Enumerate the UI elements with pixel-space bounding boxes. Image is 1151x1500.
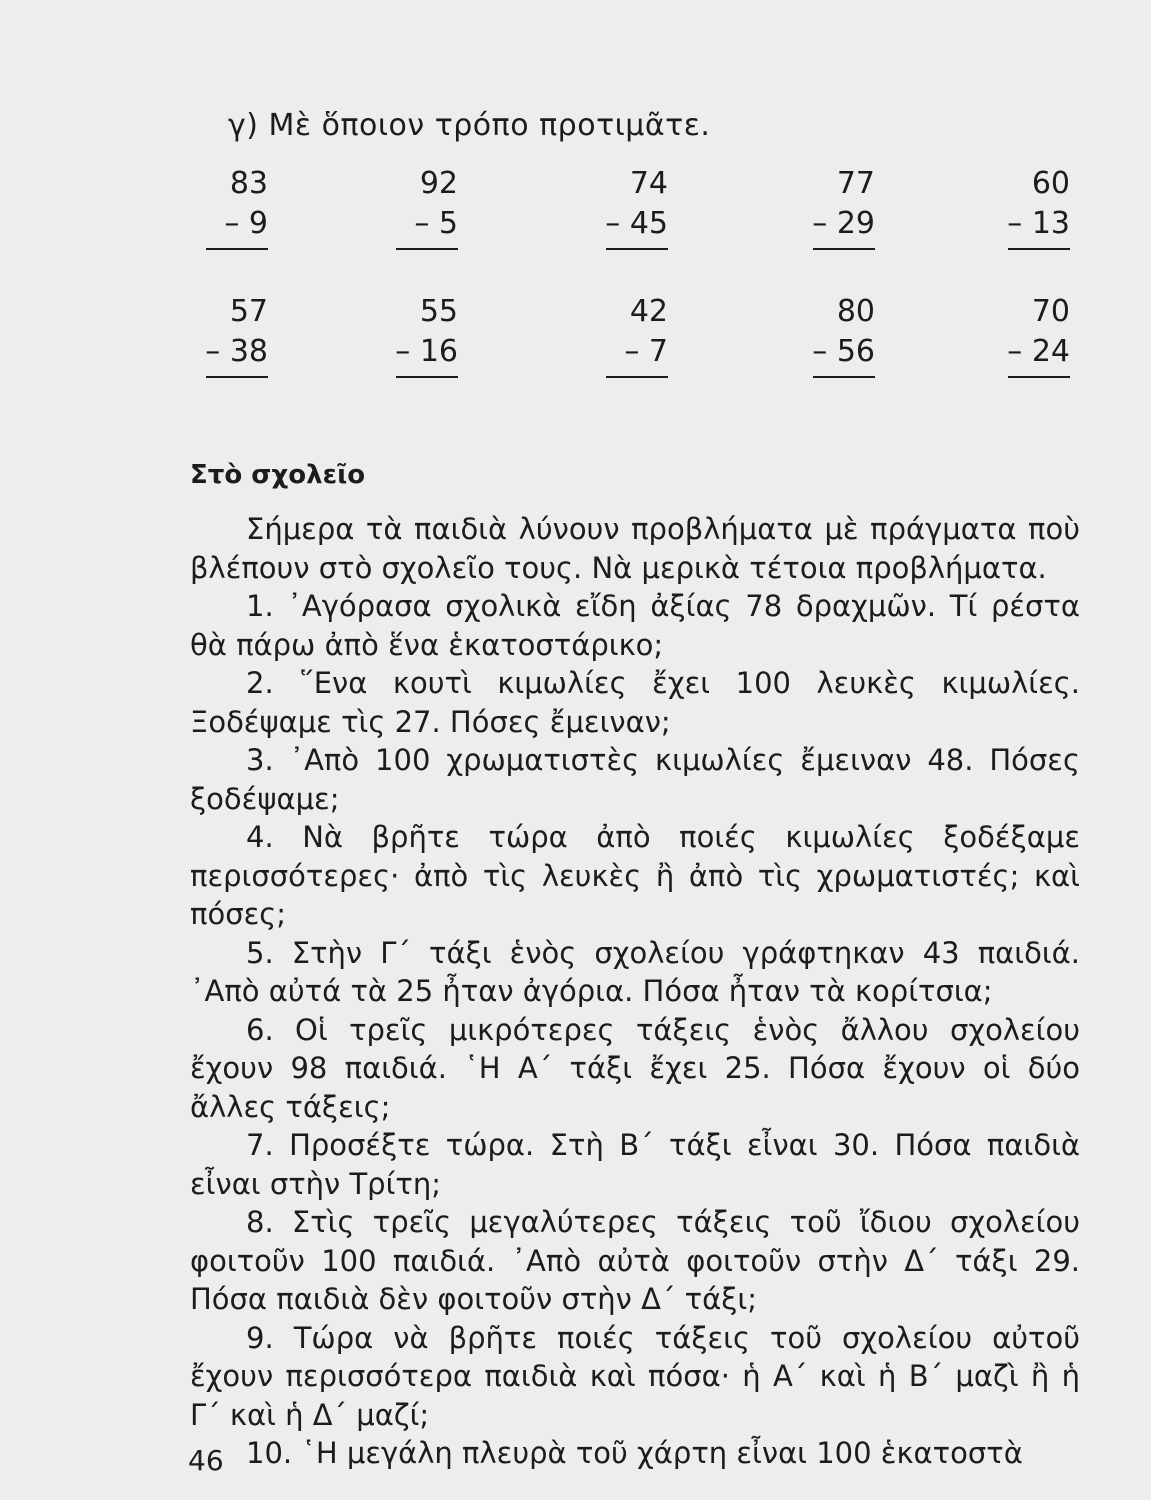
subtraction-problem (795, 164, 875, 244)
subtrahend-value: 16 (419, 334, 458, 369)
subtraction-problem (990, 164, 1070, 244)
result-rule (1008, 376, 1070, 378)
subtraction-problem (990, 292, 1070, 372)
problem-6: 6. Οἱ τρεῖς μικρότερες τάξεις ἑνὸς ἄλλου σχολείου ἔχουν 98 παιδιά. ῾Η Α΄ τάξι ἔχει 25. Πόσα ἔχουν οἱ δύο ἄλλες τάξεις; (190, 1012, 1080, 1124)
exercise-intro: γ) Μὲ ὅποιον τρόπο προτιμᾶτε. (228, 108, 711, 143)
subtrahend-value: 56 (836, 334, 875, 369)
subtrahend (378, 332, 458, 372)
minus-sign: – (1007, 334, 1032, 369)
minuend: 74 (629, 166, 668, 201)
section-intro: Σήμερα τὰ παιδιὰ λύνουν προβλήματα μὲ πράγματα ποὺ βλέπουν στὸ σχολεῖο τους. Νὰ μερικὰ τέτοια προβλήματα. (190, 512, 1080, 585)
subtraction-row-2 (188, 292, 1070, 392)
subtrahend-value: 29 (836, 206, 875, 241)
result-rule (206, 376, 268, 378)
minus-sign: – (605, 206, 630, 241)
subtraction-problem (188, 164, 268, 244)
minus-sign: – (812, 334, 837, 369)
subtrahend (188, 204, 268, 244)
minuend: 92 (419, 166, 458, 201)
minus-sign: – (812, 206, 837, 241)
minuend: 80 (836, 294, 875, 329)
section-title: Στὸ σχολεῖο (190, 460, 366, 490)
result-rule (206, 248, 268, 250)
subtrahend (588, 204, 668, 244)
subtrahend-value: 24 (1031, 334, 1070, 369)
subtrahend-value: 13 (1031, 206, 1070, 241)
result-rule (1008, 248, 1070, 250)
problem-5: 5. Στὴν Γ΄ τάξι ἑνὸς σχολείου γράφτηκαν 43 παιδιά. ᾿Απὸ αὐτά τὰ 25 ἦταν ἀγόρια. Πόσα ἦταν τὰ κορίτσια; (190, 935, 1080, 1008)
result-rule (396, 376, 458, 378)
problem-8: 8. Στὶς τρεῖς μεγαλύτερες τάξεις τοῦ ἴδιου σχολείου φοιτοῦν 100 παιδιά. ᾿Απὸ αὐτὰ φοιτοῦν στὴν Δ΄ τάξι 29. Πόσα παιδιὰ δὲν φοιτοῦν στὴν Δ΄ τάξι; (190, 1205, 1080, 1316)
problem-2: 2. ῞Ενα κουτὶ κιμωλίες ἔχει 100 λευκὲς κιμωλίες. Ξοδέψαμε τὶς 27. Πόσες ἔμειναν; (190, 666, 1080, 739)
subtraction-problem (588, 292, 668, 372)
subtraction-problem (378, 164, 458, 244)
subtraction-problem (588, 164, 668, 244)
minus-sign: – (224, 206, 249, 241)
minus-sign: – (395, 334, 420, 369)
problem-9: 9. Τώρα νὰ βρῆτε ποιές τάξεις τοῦ σχολείου αὐτοῦ ἔχουν περισσότερα παιδιὰ καὶ πόσα· ἡ Α΄ καὶ ἡ Β΄ μαζὶ ἢ ἡ Γ΄ καὶ ἡ Δ΄ μαζί; (190, 1320, 1080, 1432)
subtrahend (990, 204, 1070, 244)
subtraction-problem (188, 292, 268, 372)
subtrahend-value: 45 (629, 206, 668, 241)
subtrahend (795, 204, 875, 244)
problem-3: 3. ᾿Απὸ 100 χρωματιστὲς κιμωλίες ἔμειναν 48. Πόσες ξοδέψαμε; (190, 743, 1080, 816)
subtrahend (990, 332, 1070, 372)
subtrahend (188, 332, 268, 372)
minuend: 77 (836, 166, 875, 201)
minus-sign: – (1007, 206, 1032, 241)
subtrahend (378, 204, 458, 244)
minuend: 55 (419, 294, 458, 329)
problem-1: 1. ᾿Αγόρασα σχολικὰ εἴδη ἀξίας 78 δραχμῶν. Τί ρέστα θὰ πάρω ἀπὸ ἕνα ἑκατοστάρικο; (190, 589, 1080, 662)
subtrahend (795, 332, 875, 372)
subtrahend-value: 38 (229, 334, 268, 369)
minus-sign: – (205, 334, 230, 369)
problem-10: 10. ῾Η μεγάλη πλευρὰ τοῦ χάρτη εἶναι 100 ἑκατοστὰ (246, 1436, 1023, 1470)
minuend: 70 (1031, 294, 1070, 329)
subtrahend-value: 7 (648, 334, 668, 369)
result-rule (606, 376, 668, 378)
subtrahend (588, 332, 668, 372)
subtrahend-value: 9 (248, 206, 268, 241)
problem-7: 7. Προσέξτε τώρα. Στὴ Β΄ τάξι εἶναι 30. Πόσα παιδιὰ εἶναι στὴν Τρίτη; (190, 1128, 1080, 1201)
minus-sign: – (624, 334, 649, 369)
result-rule (813, 376, 875, 378)
minuend: 83 (229, 166, 268, 201)
minuend: 57 (229, 294, 268, 329)
problem-4: 4. Νὰ βρῆτε τώρα ἀπὸ ποιές κιμωλίες ξοδέξαμε περισσότερες· ἀπὸ τὶς λευκὲς ἢ ἀπὸ τὶς χρωματιστές; καὶ πόσες; (190, 820, 1080, 931)
minuend: 60 (1031, 166, 1070, 201)
problems-text (190, 510, 1080, 1473)
result-rule (606, 248, 668, 250)
result-rule (813, 248, 875, 250)
minus-sign: – (414, 206, 439, 241)
subtraction-row-1 (188, 164, 1070, 264)
minuend: 42 (629, 294, 668, 329)
result-rule (396, 248, 458, 250)
subtrahend-value: 5 (438, 206, 458, 241)
subtraction-problem (378, 292, 458, 372)
subtraction-problem (795, 292, 875, 372)
page-number: 46 (188, 1444, 224, 1477)
